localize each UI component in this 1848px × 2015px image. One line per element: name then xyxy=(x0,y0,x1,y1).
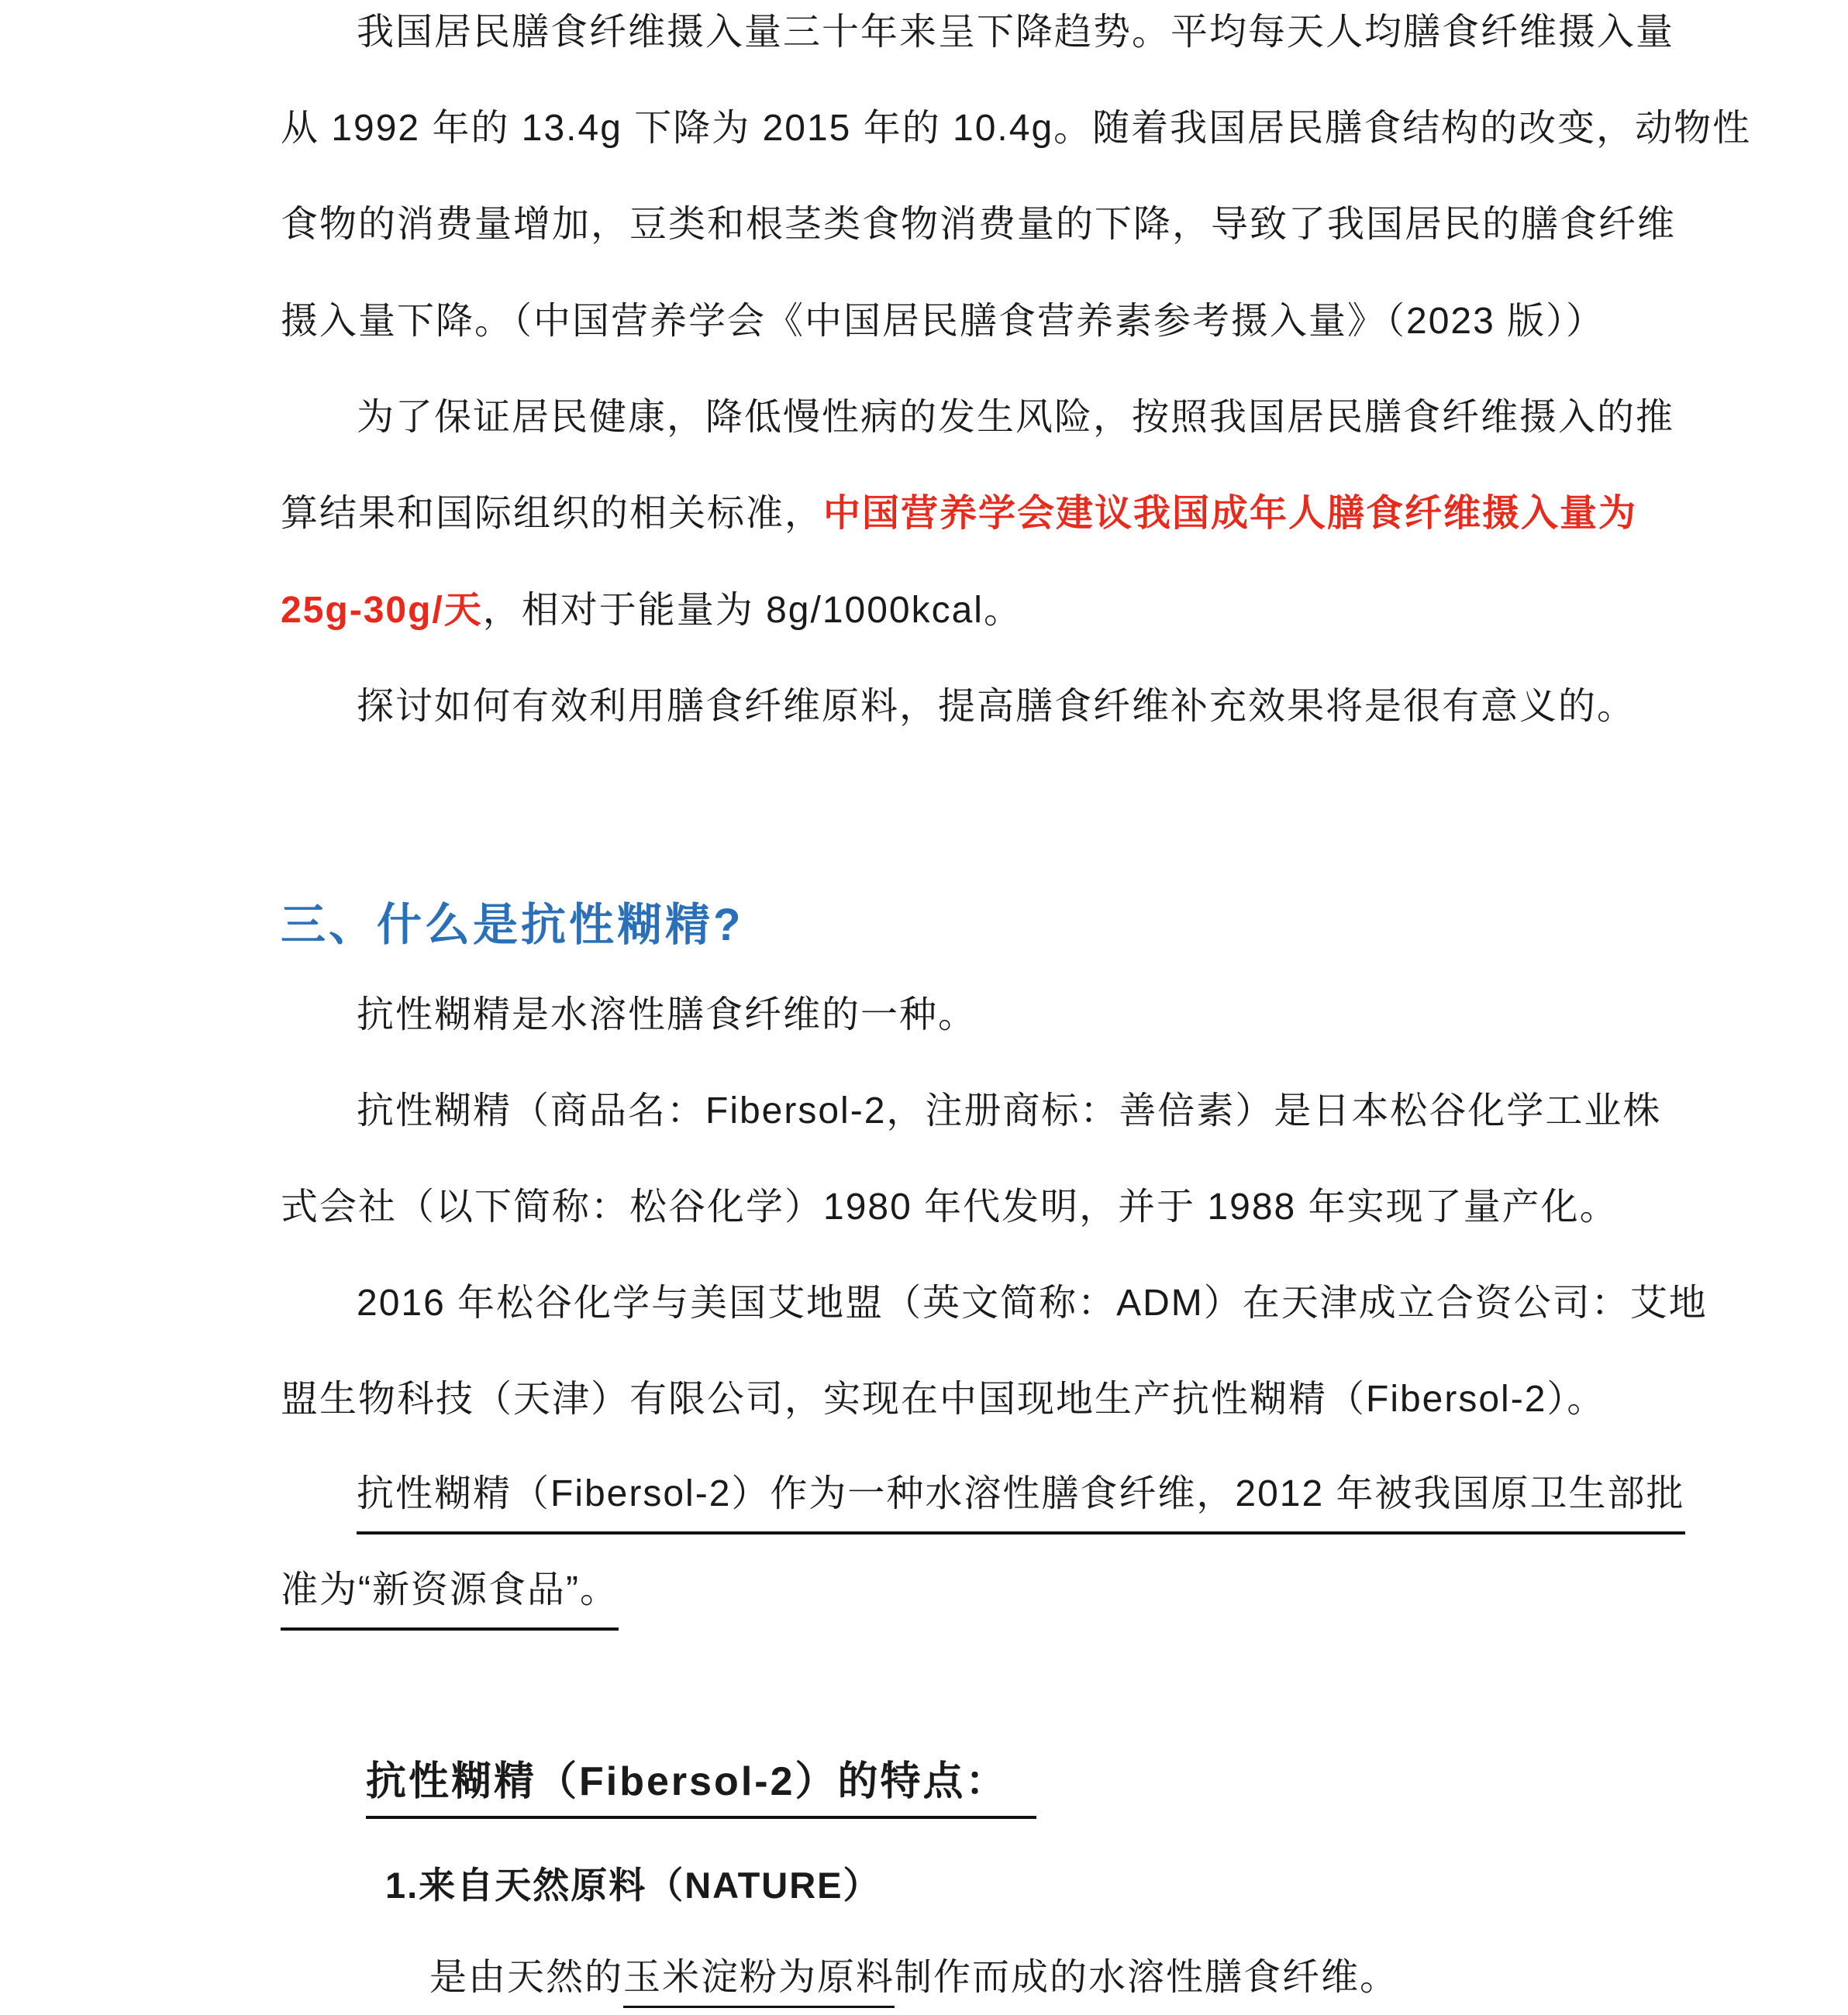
paragraph-line: 探讨如何有效利用膳食纤维原料，提高膳食纤维补充效果将是很有意义的。 xyxy=(357,686,1636,727)
section-heading: 三、什么是抗性糊精? xyxy=(281,900,744,950)
underlined-paragraph-line xyxy=(281,1566,619,1631)
text-segment: ，相对于能量为 8g/1000kcal。 xyxy=(482,590,1022,631)
features-heading: 抗性糊精（Fibersol-2）的特点： xyxy=(366,1748,1036,1819)
underlined-text: 准为“新资源食品”。 xyxy=(281,1566,619,1631)
paragraph-line: 盟生物科技（天津）有限公司，实现在中国现地生产抗性糊精（Fibersol-2）。 xyxy=(281,1379,1606,1420)
text-segment: 是由天然的 xyxy=(429,1957,624,1998)
highlighted-intake-value: 25g-30g/天 xyxy=(281,590,483,631)
text-segment: 算结果和国际组织的相关标准， xyxy=(281,493,824,534)
paragraph-line: 2016 年松谷化学与美国艾地盟（英文简称：ADM）在天津成立合资公司：艾地 xyxy=(357,1283,1708,1324)
paragraph-line xyxy=(429,1953,1398,2003)
paragraph-line: 摄入量下降。（中国营养学会《中国居民膳食营养素参考摄入量》（2023 版）） xyxy=(281,301,1605,342)
paragraph-line xyxy=(281,489,1637,539)
underlined-text: 抗性糊精（Fibersol-2）作为一种水溶性膳食纤维，2012 年被我国原卫生部批 xyxy=(357,1469,1685,1534)
highlighted-recommendation-text: 中国营养学会建议我国成年人膳食纤维摄入量为 xyxy=(823,493,1638,534)
text-segment: 制作而成的水溶性膳食纤维。 xyxy=(895,1957,1399,1998)
underlined-paragraph-line xyxy=(357,1469,1685,1534)
paragraph-line: 我国居民膳食纤维摄入量三十年来呈下降趋势。平均每天人均膳食纤维摄入量 xyxy=(357,12,1675,53)
paragraph-line: 为了保证居民健康，降低慢性病的发生风险，按照我国居民膳食纤维摄入的推 xyxy=(357,397,1675,438)
feature-item-title: 1.来自天然原料（NATURE） xyxy=(385,1865,881,1906)
paragraph-line: 抗性糊精（商品名：Fibersol-2，注册商标：善倍素）是日本松谷化学工业株 xyxy=(357,1090,1662,1132)
paragraph-line: 从 1992 年的 13.4g 下降为 2015 年的 10.4g。随着我国居民膳食结构的改变，动物性 xyxy=(281,108,1752,149)
underlined-text: 玉米淀粉为原料 xyxy=(623,1957,895,2008)
paragraph-line: 食物的消费量增加，豆类和根茎类食物消费量的下降，导致了我国居民的膳食纤维 xyxy=(281,204,1677,245)
paragraph-line xyxy=(281,586,1022,636)
paragraph-line: 抗性糊精是水溶性膳食纤维的一种。 xyxy=(357,994,977,1035)
paragraph-line: 式会社（以下简称：松谷化学）1980 年代发明，并于 1988 年实现了量产化。 xyxy=(281,1187,1619,1228)
